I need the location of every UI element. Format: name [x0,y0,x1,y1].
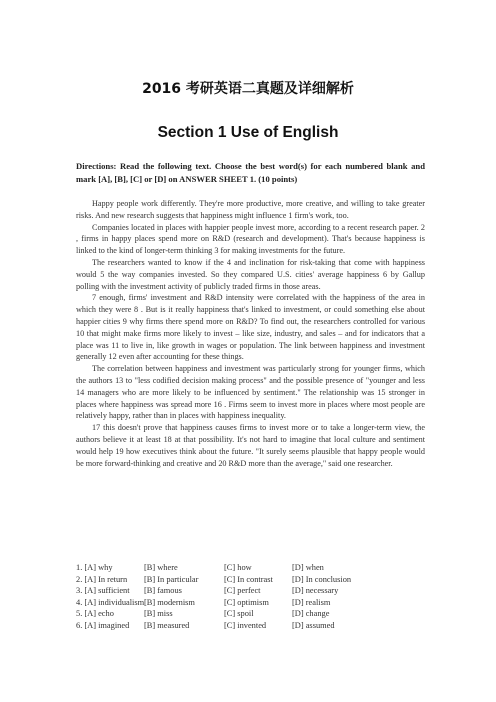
option-row [76,574,425,586]
directions-text: Directions: Read the following text. Choose the best word(s) for each numbered blank and mark [A], [B], [C] or [D] on ANSWER SHEET 1. (10 points) [76,161,425,184]
option-row [76,597,425,609]
option-d: [D] necessary [292,586,339,595]
option-d: [D] when [292,563,324,572]
option-d: [D] In conclusion [292,574,352,584]
option-b: [B] modernism [144,597,195,607]
passage-paragraph: Companies located in places with happier people invest more, according to a recent research paper. 2 , firms in happy places spend more on R&D (research and development). That's because happiness is linked to the kind of longer-term thinking 3 for making investments for the future. [76,222,425,256]
option-b: [B] In particular [144,574,199,584]
passage-paragraph: Happy people work differently. They're more productive, more creative, and willing to take greater risks. And new research suggests that happiness might influence 1 firm's work, too. [76,199,425,220]
option-b: [B] where [144,563,178,572]
option-a: 3. [A] sufficient [76,586,130,595]
option-c: [C] optimism [224,597,269,607]
option-b: [B] miss [144,609,173,618]
option-c: [C] spoil [224,609,254,618]
passage-paragraph: 17 this doesn't prove that happiness causes firms to invest more or to take a longer-term view, the authors believe it at least 18 at that possibility. It's not hard to imagine that local culture and sentiment would help 19 how executives think about the future. "It surely seems plausible that happy people would be more forward-thinking and creative and 20 R&D more than the average," said one researcher. [76,423,425,468]
page-title: 2016 考研英语二真题及详细解析 [142,81,354,97]
option-d: [D] assumed [292,620,335,630]
passage [76,198,425,469]
option-c: [C] invented [224,620,267,630]
option-a: 6. [A] imagined [76,620,130,630]
option-row [76,620,425,632]
option-a: 1. [A] why [76,563,113,572]
option-row [76,608,425,620]
option-b: [B] famous [144,586,182,595]
option-a: 4. [A] individualism [76,597,144,607]
answer-options [76,562,425,631]
option-d: [D] realism [292,597,331,607]
passage-paragraph: The researchers wanted to know if the 4 and inclination for risk-taking that come with happiness would 5 the way companies invested. So they compared U.S. cities' average happiness 6 by Gallup polling with the investment activity of publicly traded firms in those areas. [76,257,425,291]
option-row [76,585,425,597]
passage-paragraph: 7 enough, firms' investment and R&D intensity were correlated with the happiness of the area in which they were 8 . But is it really happiness that's linked to investment, or could something else about happier cities 9 why firms there spend more on R&D? To find out, the researchers controlled for various 10 that might make firms more likely to invest – like size, industry, and sales – and for indicators that a place was 11 to live in, like growth in wages or population. The link between happiness and investment generally 12 even after accounting for these things. [76,293,425,362]
option-d: [D] change [292,609,330,618]
option-c: [C] how [224,563,252,572]
passage-paragraph: The correlation between happiness and investment was particularly strong for younger firms, which the authors 13 to "less codified decision making process" and the possible presence of "younger and less 14 managers who are more likely to be influenced by sentiment." The relationship was 15 stronger in places where happiness was spread more 16 . Firms seem to invest more in places where most people are relatively happy, rather than in places with happiness inequality. [76,364,425,421]
section-heading: Section 1 Use of English [157,124,339,141]
option-row [76,562,425,574]
option-c: [C] perfect [224,586,261,595]
option-a: 2. [A] In return [76,574,128,584]
option-c: [C] In contrast [224,574,273,584]
option-a: 5. [A] echo [76,609,114,618]
option-b: [B] measured [144,620,190,630]
